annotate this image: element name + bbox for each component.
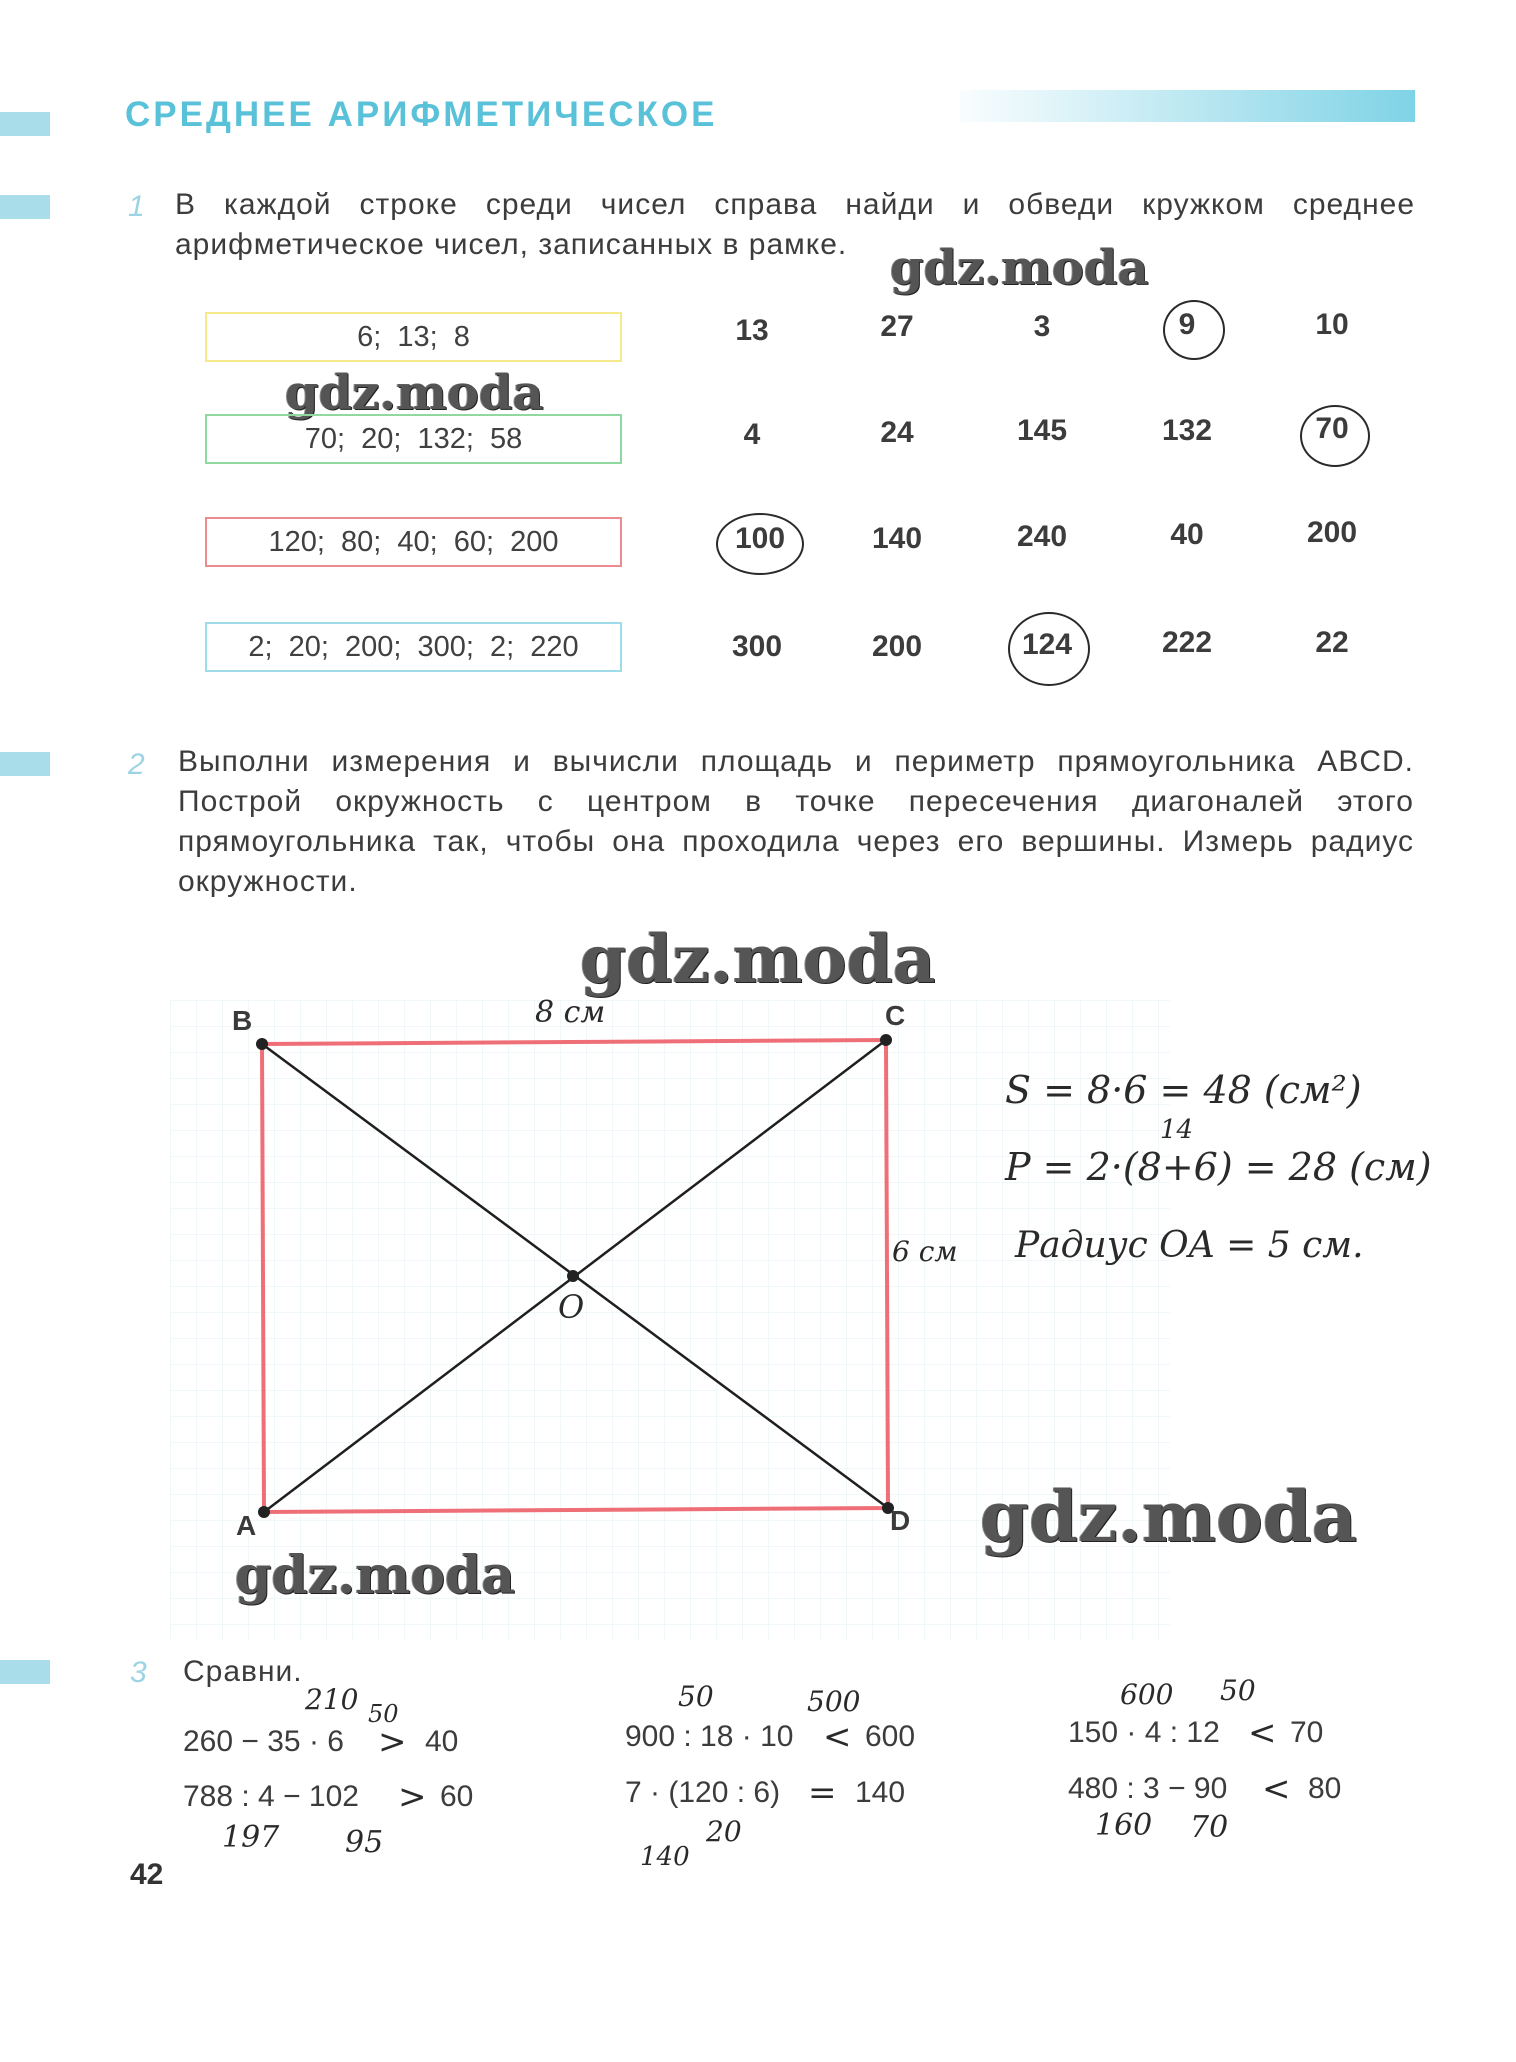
perimeter-formula: P = 2·(8+6) = 28 (см): [1005, 1145, 1432, 1189]
option-number: 300: [731, 630, 783, 663]
page-title: СРЕДНЕЕ АРИФМЕТИЧЕСКОЕ: [125, 95, 718, 134]
watermark: gdz.moda: [890, 240, 1149, 296]
calc-note: 70: [1190, 1810, 1229, 1845]
option-number: 22: [1315, 626, 1349, 659]
comparison-rhs: 600: [865, 1720, 916, 1753]
calc-note: 95: [345, 1825, 384, 1860]
option-number: 10: [1315, 308, 1349, 341]
comparison-sign: <: [823, 1717, 852, 1757]
calc-note: 50: [368, 1700, 399, 1728]
watermark: gdz.moda: [980, 1475, 1358, 1558]
vertex-c-dot: [880, 1034, 892, 1046]
option-number: 27: [880, 310, 914, 343]
comparison-expression: 788 : 4 − 102: [183, 1780, 359, 1813]
option-number: 132: [1161, 414, 1213, 447]
calc-note: 50: [1220, 1674, 1256, 1707]
calc-note: 600: [1120, 1678, 1174, 1711]
option-number: 40: [1170, 518, 1204, 551]
radius-answer: Радиус OA = 5 см.: [1015, 1225, 1364, 1266]
task3-tab: [0, 1660, 50, 1684]
comparison-expression: 900 : 18 · 10: [625, 1720, 794, 1753]
comparison-rhs: 70: [1290, 1716, 1324, 1749]
area-formula: S = 8·6 = 48 (см²): [1005, 1068, 1362, 1112]
number-frame: 6; 13; 8: [205, 312, 622, 362]
comparison-sign: <: [1248, 1713, 1277, 1753]
option-number: 3: [1033, 310, 1051, 343]
comparison-expression: 260 − 35 · 6: [183, 1725, 344, 1758]
task1-text: В каждой строке среди чисел справа найди и обведи кружком среднее арифметическое чисел, записанных в рамке.: [175, 188, 1415, 261]
option-number-circled: 100: [734, 522, 786, 555]
task3-label: Сравни.: [183, 1655, 303, 1688]
page-number: 42: [130, 1858, 164, 1891]
comparison-sign: >: [378, 1722, 407, 1762]
calc-note: 140: [640, 1842, 690, 1872]
option-number: 145: [1016, 414, 1068, 447]
watermark: gdz.moda: [285, 365, 544, 421]
task1-tab: [0, 195, 50, 219]
number-frame: 70; 20; 132; 58: [205, 414, 622, 464]
section-tab: [0, 112, 50, 136]
calc-note: 20: [706, 1815, 742, 1848]
calc-note: 50: [678, 1680, 714, 1713]
center-o-label: O: [558, 1288, 585, 1326]
task2-tab: [0, 752, 50, 776]
vertex-a-dot: [258, 1506, 270, 1518]
calc-note: 197: [222, 1820, 280, 1855]
comparison-sign: =: [808, 1773, 837, 1813]
watermark: gdz.moda: [235, 1545, 516, 1606]
comparison-expression: 7 · (120 : 6): [625, 1776, 781, 1809]
answer-circle: [1300, 405, 1370, 467]
task1-number: 1: [128, 190, 145, 223]
perimeter-note: 14: [1160, 1115, 1194, 1145]
comparison-rhs: 40: [425, 1725, 459, 1758]
comparison-sign: >: [398, 1777, 427, 1817]
title-bar: [960, 90, 1415, 122]
option-number-circled: 70: [1315, 412, 1349, 445]
task2-text: Выполни измерения и вычисли площадь и периметр прямоугольника ABCD. Построй окружность с центром в точке пересечения диагоналей этого прямоугольника так, чтобы она проходила через его вершины. Измерь радиус окружности.: [178, 745, 1414, 898]
center-o-dot: [567, 1270, 579, 1282]
option-number: 200: [1306, 516, 1358, 549]
option-number: 13: [735, 314, 769, 347]
answer-circle: [716, 513, 804, 575]
comparison-expression: 150 · 4 : 12: [1068, 1716, 1220, 1749]
option-number-circled: 124: [1021, 628, 1073, 661]
calc-note: 160: [1095, 1808, 1153, 1843]
comparison-rhs: 80: [1308, 1772, 1342, 1805]
vertex-b-label: B: [232, 1005, 253, 1036]
number-frame: 2; 20; 200; 300; 2; 220: [205, 622, 622, 672]
task2-number: 2: [128, 748, 145, 781]
comparison-sign: <: [1262, 1769, 1291, 1809]
number-frame: 120; 80; 40; 60; 200: [205, 517, 622, 567]
option-number: 24: [880, 416, 914, 449]
option-number: 140: [871, 522, 923, 555]
vertex-c-label: C: [885, 1000, 906, 1031]
option-number-circled: 9: [1178, 308, 1196, 341]
option-number: 222: [1161, 626, 1213, 659]
vertex-b-dot: [256, 1038, 268, 1050]
side-top-length: 8 см: [535, 995, 606, 1030]
vertex-a-label: A: [236, 1510, 257, 1541]
vertex-d-label: D: [890, 1505, 911, 1536]
option-number: 4: [743, 418, 761, 451]
calc-note: 210: [305, 1683, 359, 1716]
option-number: 200: [871, 630, 923, 663]
comparison-rhs: 140: [855, 1776, 906, 1809]
calc-note: 500: [807, 1685, 861, 1718]
option-number: 240: [1016, 520, 1068, 553]
comparison-expression: 480 : 3 − 90: [1068, 1772, 1228, 1805]
answer-circle: [1008, 612, 1090, 686]
watermark: gdz.moda: [580, 920, 936, 998]
task3-number: 3: [130, 1656, 147, 1689]
answer-circle: [1163, 300, 1225, 360]
side-right-length: 6 см: [892, 1235, 958, 1268]
comparison-rhs: 60: [440, 1780, 474, 1813]
